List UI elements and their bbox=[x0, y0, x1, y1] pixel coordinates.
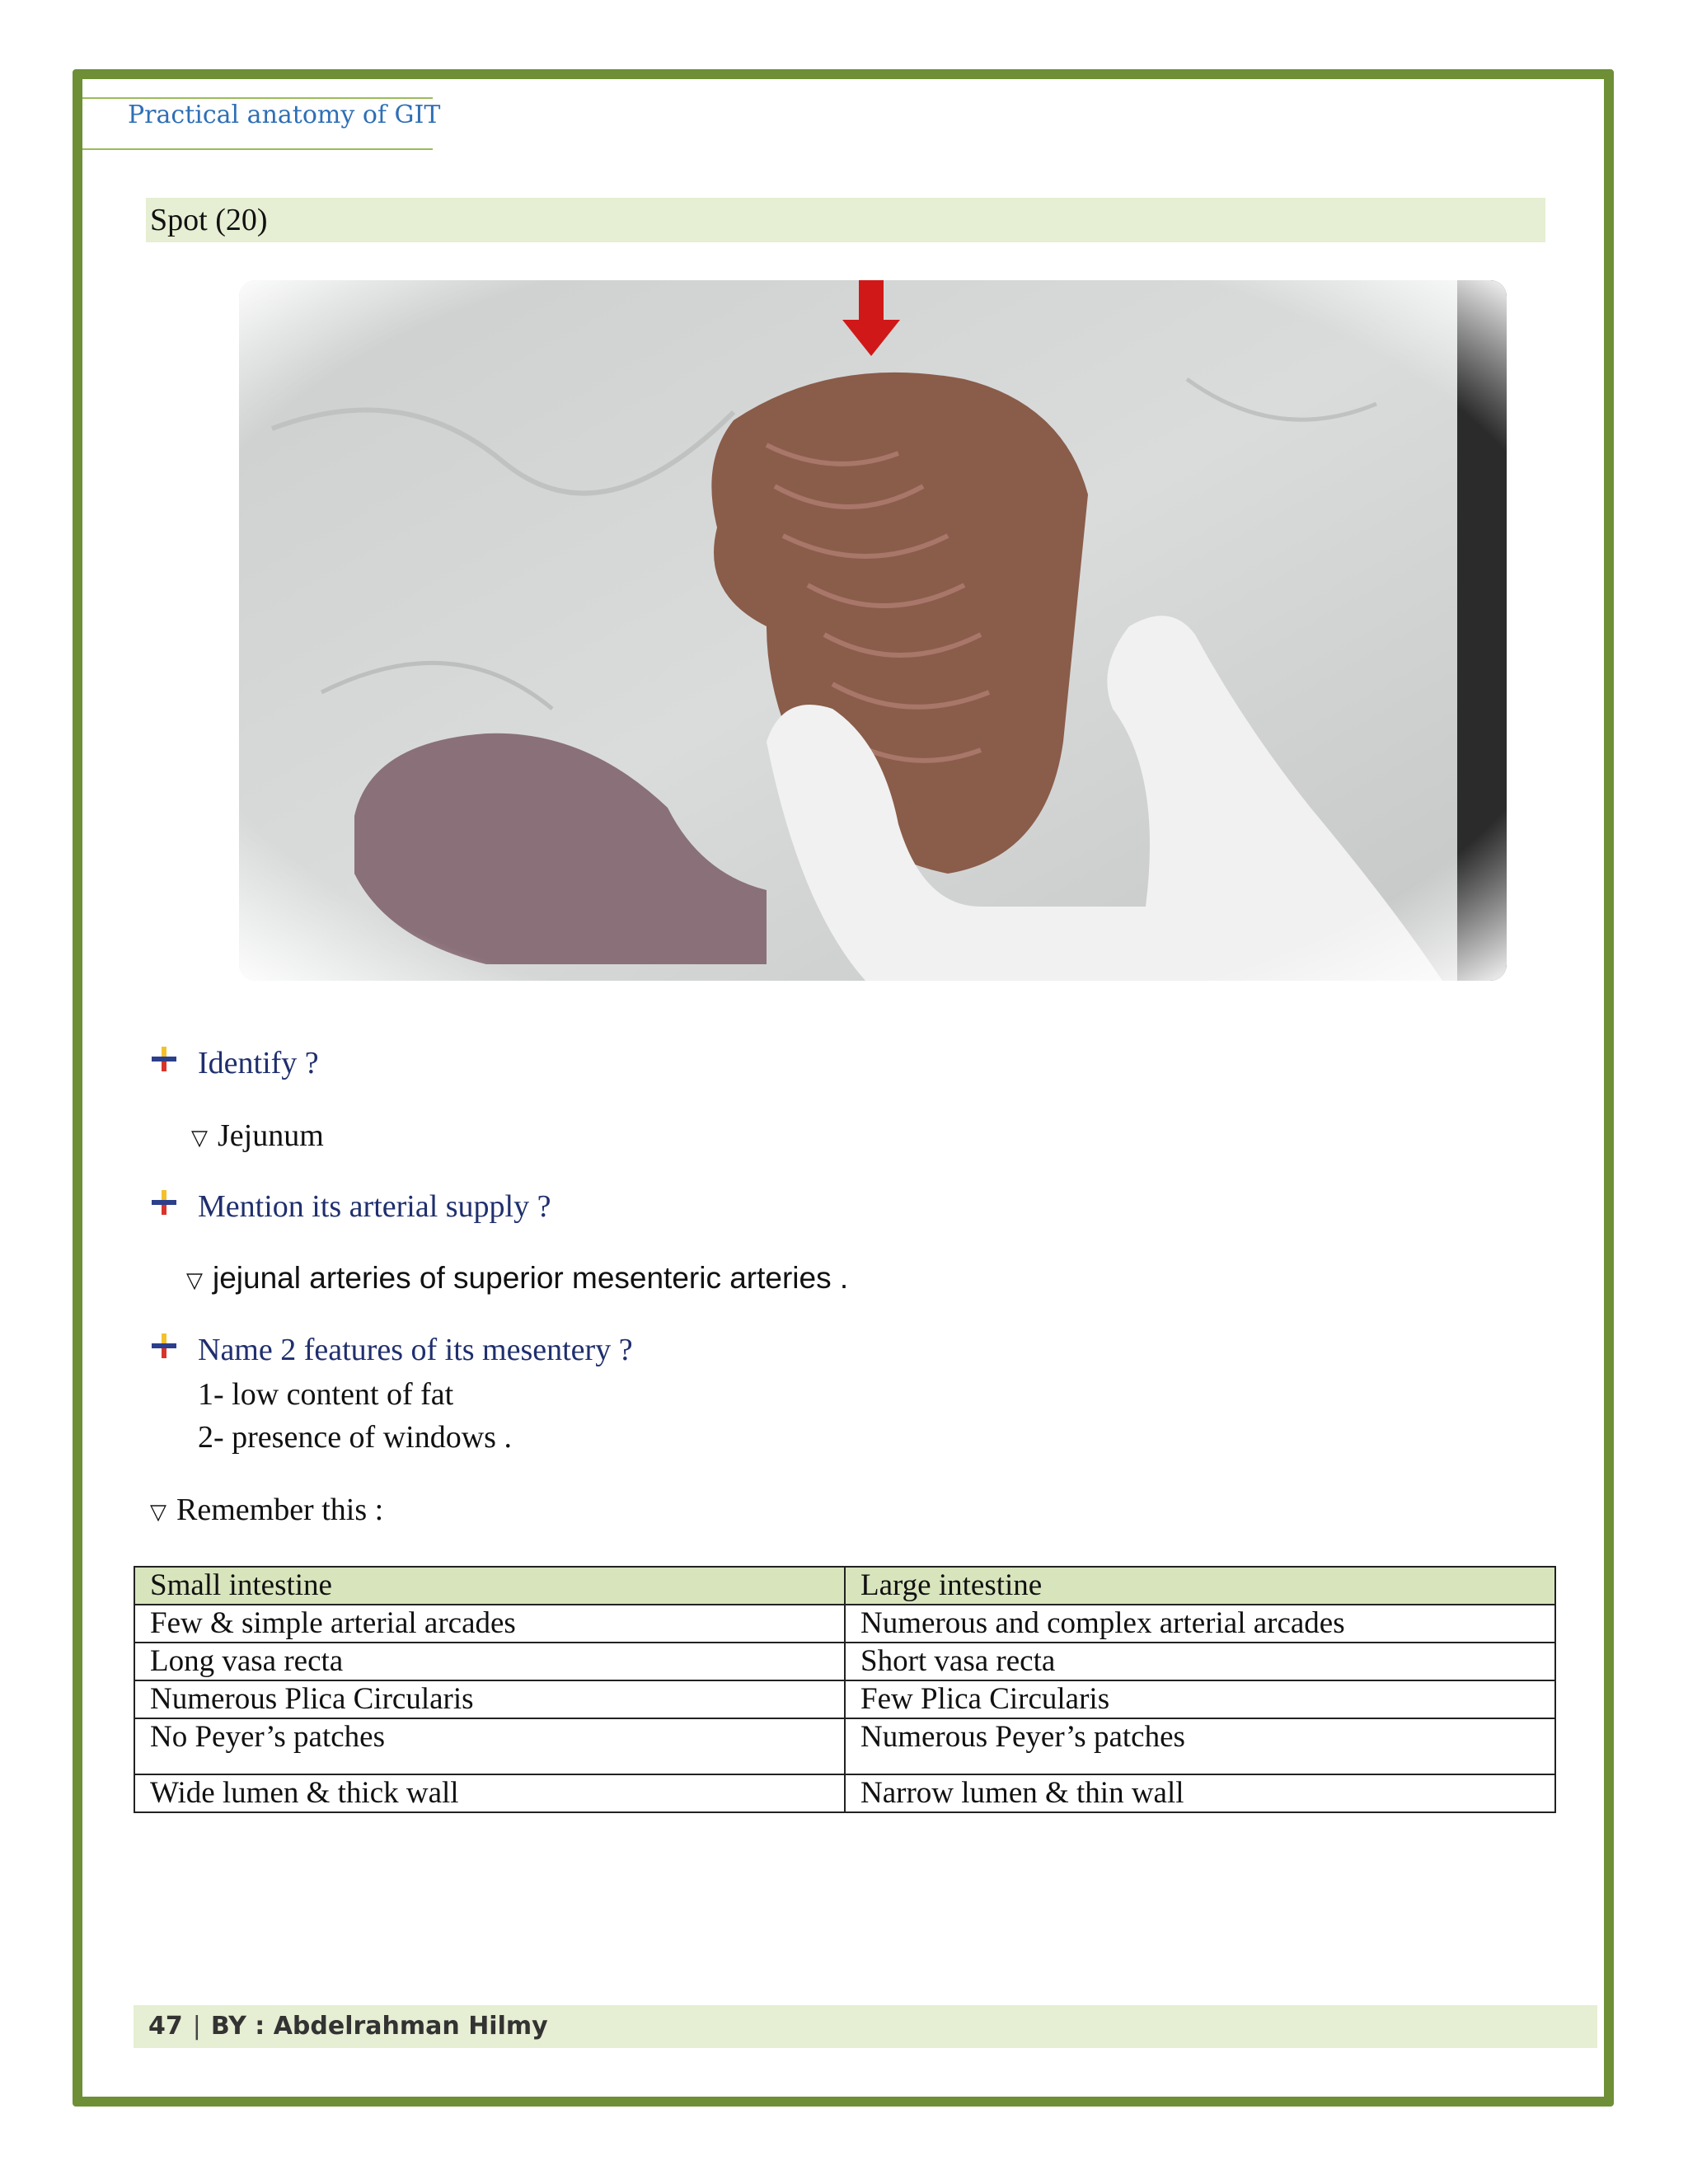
specimen-photo bbox=[239, 280, 1507, 981]
table-row bbox=[134, 1605, 1555, 1643]
header-rule-bottom bbox=[82, 148, 433, 150]
header-title: Practical anatomy of GIT bbox=[128, 101, 441, 129]
colored-cross-bullet-icon bbox=[150, 1045, 198, 1081]
colored-cross-bullet-icon bbox=[150, 1332, 198, 1368]
table-cell: Narrow lumen & thin wall bbox=[845, 1774, 1555, 1812]
question-text: Mention its arterial supply ? bbox=[198, 1189, 551, 1224]
table-cell: Numerous Peyer’s patches bbox=[845, 1718, 1555, 1774]
question-text: Name 2 features of its mesentery ? bbox=[198, 1333, 633, 1367]
header-rule-top bbox=[82, 97, 433, 99]
table-cell: Wide lumen & thick wall bbox=[134, 1774, 845, 1812]
down-triangle-icon: ▽ bbox=[186, 1267, 203, 1292]
table-cell: No Peyer’s patches bbox=[134, 1718, 845, 1774]
table-row bbox=[134, 1718, 1555, 1774]
table-cell: Numerous and complex arterial arcades bbox=[845, 1605, 1555, 1643]
page-footer bbox=[134, 2005, 1597, 2048]
table-cell: Few & simple arterial arcades bbox=[134, 1605, 845, 1643]
table-cell: Long vasa recta bbox=[134, 1643, 845, 1680]
table-row bbox=[134, 1680, 1555, 1718]
table-cell: Numerous Plica Circularis bbox=[134, 1680, 845, 1718]
question-arterial-supply bbox=[150, 1188, 551, 1225]
remember-label bbox=[150, 1492, 383, 1528]
question-identify bbox=[150, 1045, 319, 1081]
table-header-cell: Large intestine bbox=[845, 1567, 1555, 1605]
table-header-cell: Small intestine bbox=[134, 1567, 845, 1605]
page-number: 47 bbox=[148, 2012, 183, 2041]
down-triangle-icon: ▽ bbox=[191, 1126, 208, 1151]
mesentery-feature-2: 2- presence of windows . bbox=[198, 1420, 512, 1455]
table-row bbox=[134, 1774, 1555, 1812]
table-header-row bbox=[134, 1567, 1555, 1605]
comparison-table bbox=[134, 1566, 1556, 1813]
remember-text: Remember this : bbox=[176, 1493, 384, 1527]
table-row bbox=[134, 1643, 1555, 1680]
table-cell: Short vasa recta bbox=[845, 1643, 1555, 1680]
down-triangle-icon: ▽ bbox=[150, 1500, 166, 1525]
colored-cross-bullet-icon bbox=[150, 1188, 198, 1225]
footer-separator: | bbox=[192, 2012, 201, 2041]
answer-text: Jejunum bbox=[218, 1118, 324, 1153]
table-cell: Few Plica Circularis bbox=[845, 1680, 1555, 1718]
question-text: Identify ? bbox=[198, 1046, 319, 1080]
mesentery-feature-1: 1- low content of fat bbox=[198, 1377, 454, 1412]
question-mesentery bbox=[150, 1332, 633, 1368]
answer-text: jejunal arteries of superior mesenteric arteries . bbox=[213, 1261, 849, 1295]
spot-label: Spot (20) bbox=[146, 198, 1545, 242]
answer-identify bbox=[191, 1118, 324, 1154]
footer-author: BY : Abdelrahman Hilmy bbox=[210, 2012, 548, 2041]
answer-arterial-supply bbox=[186, 1261, 848, 1296]
